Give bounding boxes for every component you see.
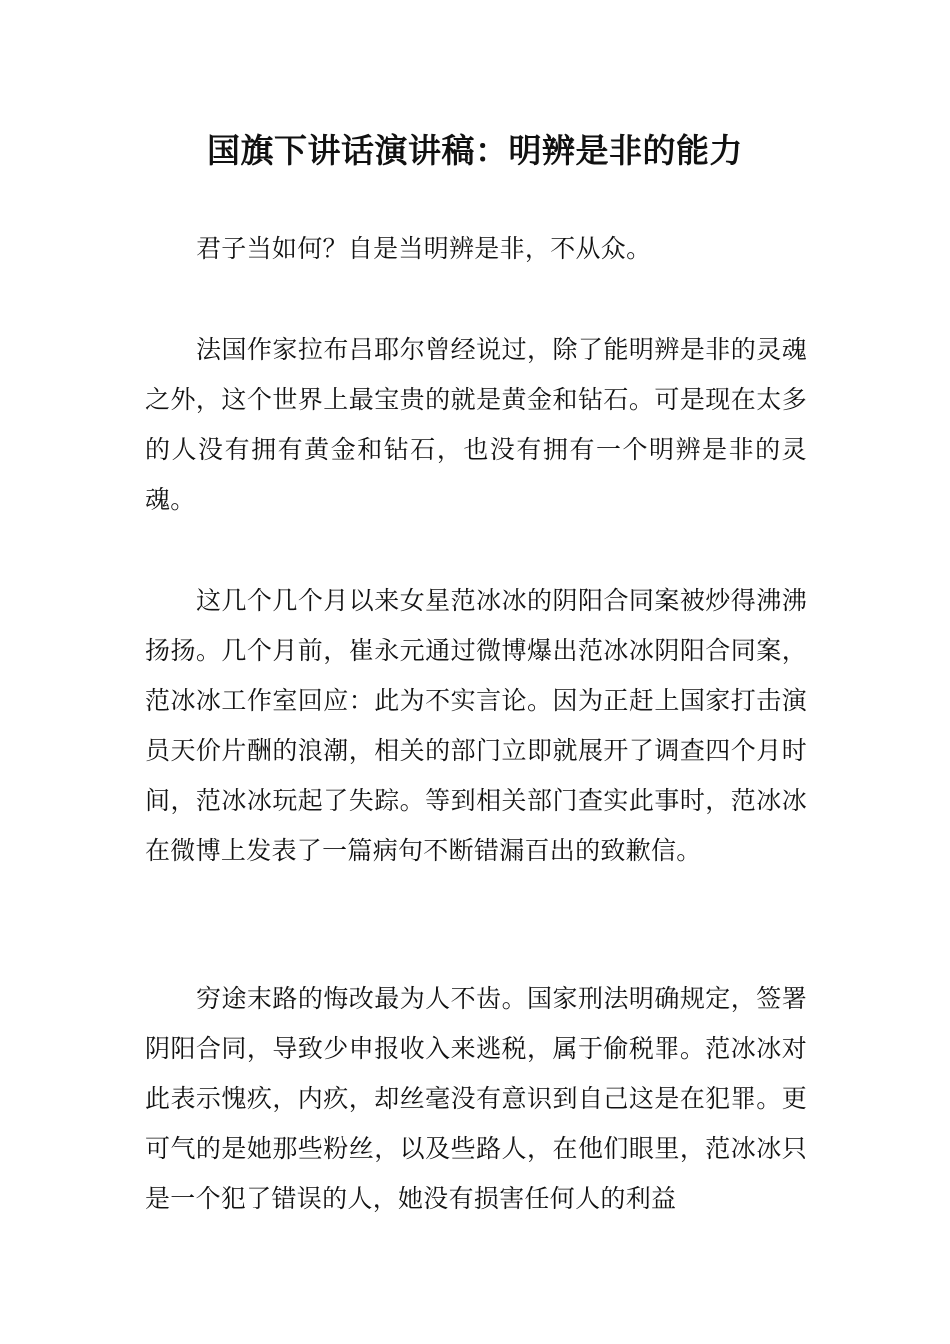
paragraph: 法国作家拉布吕耶尔曾经说过，除了能明辨是非的灵魂之外，这个世界上最宝贵的就是黄金和钻石。可是现在太多的人没有拥有黄金和钻石，也没有拥有一个明辨是非的灵魂。: [145, 335, 807, 514]
document-title: 国旗下讲话演讲稿：明辨是非的能力: [207, 131, 743, 170]
paragraph: 穷途末路的悔改最为人不齿。国家刑法明确规定，签署阴阳合同，导致少申报收入来逃税，属于偷税罪。范冰冰对此表示愧疚，内疚，却丝毫没有意识到自己这是在犯罪。更可气的是她那些粉丝，以及些路人，在他们眼里，范冰冰只是一个犯了错误的人，她没有损害任何人的利益: [145, 984, 807, 1213]
paragraph: 君子当如何？自是当明辨是非，不从众。: [196, 234, 652, 263]
paragraph: 这几个几个月以来女星范冰冰的阴阳合同案被炒得沸沸扬扬。几个月前，崔永元通过微博爆出范冰冰阴阳合同案，范冰冰工作室回应：此为不实言论。因为正赶上国家打击演员天价片酬的浪潮，相关的部门立即就展开了调查四个月时间，范冰冰玩起了失踪。等到相关部门查实此事时，范冰冰在微博上发表了一篇病句不断错漏百出的致歉信。: [145, 586, 807, 865]
